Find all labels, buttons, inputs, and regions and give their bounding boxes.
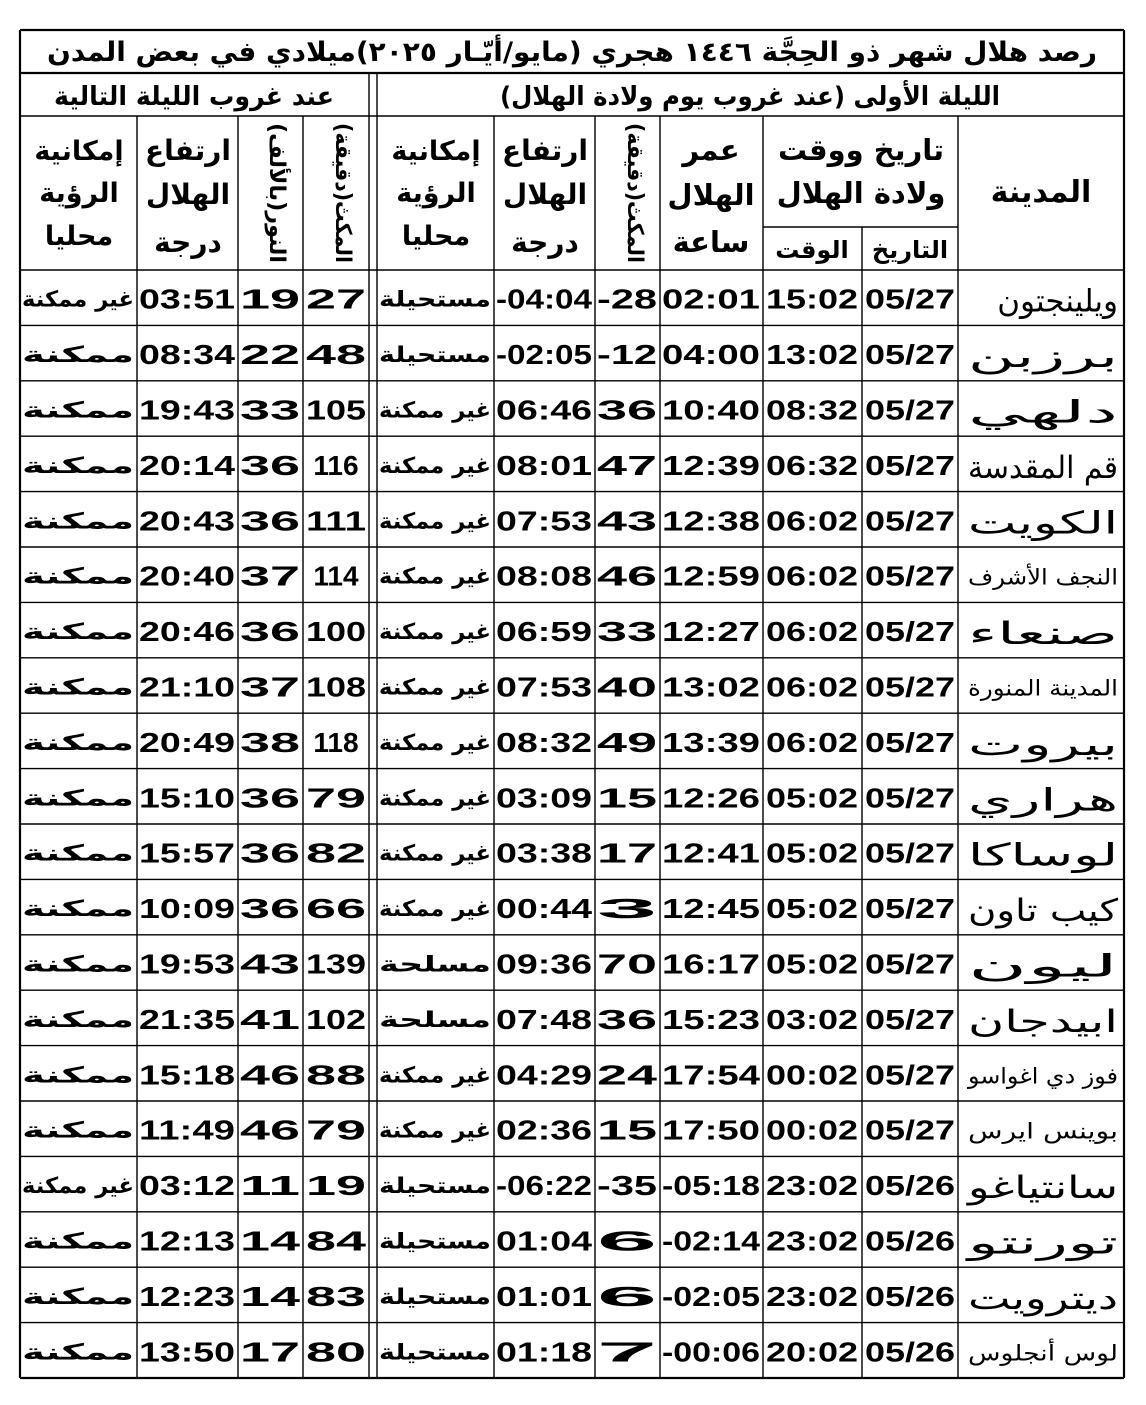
visibility-next-night: ممكنة (22, 841, 134, 867)
altitude-first-night: 06:59 (496, 616, 592, 648)
altitude-first-night: -02:05 (496, 339, 592, 371)
altitude-next-night: 03:51 (139, 283, 235, 315)
moon-age: 17:54 (662, 1059, 761, 1091)
altitude-first-night: 00:44 (496, 893, 593, 925)
illumination: 41 (240, 1003, 300, 1035)
moon-age: 12:26 (662, 782, 760, 814)
lag-first-night: -28 (597, 283, 657, 315)
lag-first-night: -35 (597, 1170, 657, 1202)
altitude-next-night: 12:13 (139, 1225, 235, 1257)
next-night-header: عند غروب الليلة التالية (54, 82, 334, 112)
altitude-first-night: 02:36 (496, 1114, 592, 1146)
birth-time: 20:02 (766, 1336, 858, 1368)
visibility-next-night: ممكنة (22, 620, 134, 646)
city-name: لوساكا (968, 837, 1118, 874)
illumination: 46 (240, 1059, 300, 1091)
lag-next-night: 100 (306, 616, 366, 648)
altitude-next-night: 21:35 (139, 1003, 235, 1035)
lag-first-night: 24 (597, 1059, 658, 1091)
birth-time: 06:02 (766, 726, 858, 758)
header-age-line1: عمر (682, 133, 740, 167)
visibility-first-night: غير ممكنة (379, 564, 491, 590)
visibility-next-night: ممكنة (22, 897, 134, 923)
header-vis2-line2: الرؤية (39, 178, 119, 209)
lag-next-night: 114 (313, 560, 359, 592)
moon-age: 12:45 (662, 893, 760, 925)
moon-age: 10:40 (662, 394, 760, 426)
lag-next-night: 27 (306, 283, 366, 315)
visibility-next-night: ممكنة (22, 1007, 134, 1033)
city-name: ليون (968, 948, 1118, 985)
birth-date: 05/27 (865, 449, 955, 481)
altitude-first-night: 03:09 (496, 782, 592, 814)
birth-date: 05/27 (865, 394, 955, 426)
lag-first-night: 33 (597, 616, 657, 648)
birth-date: 05/27 (865, 339, 955, 371)
altitude-next-night: 10:09 (139, 893, 235, 925)
altitude-first-night: 01:01 (496, 1280, 592, 1312)
visibility-first-night: غير ممكنة (379, 897, 491, 923)
lag-first-night: 36 (597, 1003, 657, 1035)
header-vis1-line1: إمكانية (391, 136, 481, 167)
city-name: كيب تاون (968, 893, 1119, 930)
birth-time: 06:02 (766, 505, 858, 537)
birth-time: 08:32 (766, 394, 858, 426)
moon-age: 12:41 (662, 837, 760, 869)
header-alt1-line1: ارتفاع (501, 134, 589, 167)
city-name: صنعاء (968, 616, 1118, 653)
header-alt2-line1: ارتفاع (144, 134, 232, 167)
altitude-next-night: 19:43 (139, 394, 235, 426)
visibility-next-night: ممكنة (22, 952, 134, 978)
moon-age: 12:39 (662, 449, 760, 481)
visibility-next-night: ممكنة (22, 1340, 134, 1366)
visibility-next-night: ممكنة (22, 730, 134, 756)
header-birth-line1: تاريخ ووقت (777, 133, 945, 167)
city-name: سانتياغو (965, 1170, 1118, 1207)
header-vis1-line2: الرؤية (396, 178, 476, 209)
illumination: 46 (240, 1114, 300, 1146)
moon-age: -00:06 (662, 1336, 760, 1368)
city-name: النجف الأشرف (968, 565, 1104, 591)
altitude-first-night: 08:08 (496, 560, 592, 592)
lag-first-night: 47 (597, 449, 657, 481)
illumination: 11 (240, 1170, 300, 1202)
visibility-next-night: ممكنة (22, 1284, 134, 1310)
altitude-first-night: 09:36 (496, 948, 592, 980)
header-vis2-line3: محليا (44, 221, 114, 252)
birth-date: 05/26 (865, 1280, 955, 1312)
altitude-first-night: 08:32 (496, 726, 592, 758)
birth-date: 05/27 (865, 1059, 955, 1091)
altitude-next-night: 03:12 (139, 1170, 235, 1202)
table-text (22, 34, 1118, 1367)
lag-next-night: 108 (306, 671, 366, 703)
lag-first-night: 70 (597, 948, 657, 980)
visibility-first-night: مستحيلة (379, 287, 491, 313)
city-name: ويلينجتون (997, 283, 1118, 320)
lag-next-night: 102 (306, 1003, 366, 1035)
lag-next-night: 83 (306, 1280, 366, 1312)
birth-date: 05/27 (865, 671, 955, 703)
lag-next-night: 139 (306, 948, 366, 980)
visibility-first-night: مستحيلة (379, 1340, 491, 1366)
lag-first-night: 49 (597, 726, 657, 758)
altitude-first-night: -06:22 (496, 1170, 592, 1202)
lag-first-night: 40 (597, 671, 657, 703)
birth-date: 05/27 (865, 616, 955, 648)
lag-first-night: 7 (597, 1336, 657, 1368)
altitude-next-night: 15:18 (139, 1059, 235, 1091)
birth-time: 23:02 (766, 1225, 858, 1257)
birth-date: 05/27 (865, 782, 955, 814)
altitude-next-night: 20:14 (139, 449, 236, 481)
birth-date: 05/27 (865, 948, 955, 980)
birth-time: 03:02 (766, 1003, 858, 1035)
illumination: 22 (240, 339, 300, 371)
visibility-first-night: غير ممكنة (379, 1118, 491, 1144)
lag-first-night: -12 (597, 339, 657, 371)
lag-next-night: 80 (306, 1336, 366, 1368)
city-name: بيروت (968, 726, 1118, 763)
visibility-first-night: غير ممكنة (379, 509, 491, 535)
moon-age: 12:59 (662, 560, 760, 592)
moon-age: -05:18 (662, 1170, 760, 1202)
visibility-next-night: ممكنة (22, 453, 134, 479)
lag-next-night: 66 (306, 893, 366, 925)
moon-age: 16:17 (662, 948, 760, 980)
moon-age: 17:50 (662, 1114, 760, 1146)
header-vis2-line1: إمكانية (34, 136, 124, 167)
header-alt1-line2: الهلال (502, 178, 588, 211)
visibility-first-night: غير ممكنة (379, 1063, 491, 1089)
visibility-next-night: ممكنة (22, 786, 134, 812)
header-age-line3: ساعة (672, 225, 750, 259)
visibility-next-night: غير ممكنة (22, 1174, 134, 1200)
visibility-next-night: ممكنة (22, 343, 134, 369)
visibility-next-night: ممكنة (22, 1118, 134, 1144)
altitude-next-night: 15:57 (139, 837, 235, 869)
visibility-next-night: ممكنة (22, 398, 134, 424)
moon-age: 13:39 (662, 726, 760, 758)
lag-next-night: 88 (306, 1059, 366, 1091)
visibility-first-night: مسلحة (379, 952, 491, 978)
visibility-next-night: ممكنة (22, 564, 134, 590)
header-city: المدينة (990, 175, 1092, 210)
visibility-next-night: ممكنة (22, 509, 134, 535)
moon-age: -02:14 (662, 1225, 761, 1257)
illumination: 36 (240, 782, 300, 814)
altitude-next-night: 20:40 (139, 560, 235, 592)
moon-age: 12:38 (662, 505, 760, 537)
lag-first-night: 15 (597, 782, 657, 814)
birth-time: 23:02 (766, 1280, 858, 1312)
table-title: رصد هلال شهر ذو الحِجَّة ١٤٤٦ هجري (مايو/أيّـار ٢٠٢٥)ميلادي في بعض المدن (47, 37, 1086, 68)
altitude-first-night: 07:48 (496, 1003, 592, 1035)
moon-age: 13:02 (662, 671, 760, 703)
lag-next-night: 19 (306, 1170, 366, 1202)
illumination: 36 (240, 505, 300, 537)
birth-time: 15:02 (766, 283, 858, 315)
moon-age: -02:05 (662, 1280, 760, 1312)
visibility-first-night: غير ممكنة (379, 730, 491, 756)
lag-first-night: 17 (597, 837, 657, 869)
altitude-first-night: 03:38 (496, 837, 592, 869)
visibility-first-night: غير ممكنة (379, 786, 491, 812)
lag-next-night: 118 (313, 726, 359, 758)
lag-first-night: 43 (597, 505, 657, 537)
city-name: فوز دي اغواسو (966, 1064, 1118, 1090)
moon-age: 12:27 (662, 616, 760, 648)
city-name: برزبن (968, 339, 1118, 376)
illumination: 36 (240, 449, 300, 481)
birth-time: 05:02 (766, 837, 858, 869)
altitude-first-night: 07:53 (496, 505, 592, 537)
birth-time: 06:02 (766, 560, 858, 592)
city-name: تورنتو (963, 1225, 1118, 1262)
header-alt2-line2: الهلال (145, 178, 231, 211)
altitude-next-night: 19:53 (139, 948, 235, 980)
birth-date: 05/27 (865, 726, 955, 758)
birth-date: 05/27 (865, 560, 955, 592)
birth-date: 05/26 (865, 1336, 955, 1368)
visibility-first-night: غير ممكنة (379, 620, 491, 646)
altitude-first-night: 01:04 (496, 1225, 593, 1257)
illumination: 37 (240, 671, 300, 703)
illumination: 43 (240, 948, 300, 980)
birth-date: 05/27 (865, 1114, 955, 1146)
birth-time: 06:32 (766, 449, 858, 481)
lag-first-night: 3 (597, 893, 657, 925)
lag-first-night: 36 (597, 394, 657, 426)
illumination: 36 (240, 893, 300, 925)
first-night-header: الليلة الأولى (عند غروب يوم ولادة الهلال) (500, 82, 1032, 112)
visibility-next-night: ممكنة (22, 675, 134, 701)
city-name: الكويت (968, 505, 1118, 542)
header-birth-line2: ولادة الهلال (776, 176, 946, 210)
lag-first-night: 46 (597, 560, 657, 592)
header-vis1-line3: محليا (401, 221, 471, 252)
altitude-first-night: 01:18 (496, 1336, 592, 1368)
birth-date: 05/27 (865, 893, 955, 925)
birth-date: 05/27 (865, 1003, 955, 1035)
altitude-next-night: 20:43 (139, 505, 235, 537)
city-name: دلهي (968, 394, 1118, 431)
visibility-next-night: غير ممكنة (22, 287, 134, 313)
altitude-first-night: -04:04 (496, 283, 593, 315)
lag-next-night: 82 (306, 837, 366, 869)
birth-time: 05:02 (766, 948, 858, 980)
illumination: 37 (240, 560, 300, 592)
birth-date: 05/26 (865, 1225, 955, 1257)
header-illumination: النور(بالألف) (264, 123, 289, 262)
header-alt2-line3: درجة (154, 226, 222, 259)
illumination: 38 (240, 726, 300, 758)
illumination: 19 (240, 283, 300, 315)
visibility-first-night: غير ممكنة (379, 398, 491, 424)
visibility-first-night: غير ممكنة (379, 841, 491, 867)
lag-first-night: 15 (597, 1114, 657, 1146)
moon-age: 02:01 (662, 283, 760, 315)
birth-time: 23:02 (766, 1170, 858, 1202)
birth-date: 05/27 (865, 283, 955, 315)
visibility-next-night: ممكنة (22, 1063, 134, 1089)
altitude-next-night: 15:10 (139, 782, 235, 814)
birth-date: 05/27 (865, 837, 955, 869)
city-name: بوينس ايرس (968, 1119, 1118, 1145)
birth-date: 05/26 (865, 1170, 955, 1202)
visibility-first-night: مستحيلة (379, 343, 491, 369)
lag-next-night: 48 (306, 339, 366, 371)
header-lag-first: المكث(دقيقة) (622, 123, 647, 274)
moon-age: 15:23 (662, 1003, 760, 1035)
visibility-first-night: غير ممكنة (379, 675, 491, 701)
birth-time: 05:02 (766, 782, 858, 814)
altitude-next-night: 20:49 (139, 726, 235, 758)
city-name: هراري (968, 782, 1118, 819)
altitude-next-night: 08:34 (139, 339, 236, 371)
lag-next-night: 79 (306, 782, 366, 814)
lag-next-night: 111 (306, 505, 366, 537)
city-name: ابيدجان (968, 1003, 1118, 1040)
visibility-first-night: مستحيلة (379, 1229, 491, 1255)
moon-age: 04:00 (662, 339, 760, 371)
birth-time: 05:02 (766, 893, 858, 925)
header-lag-next: المكث(دقيقة) (330, 123, 355, 274)
birth-time: 00:02 (766, 1114, 858, 1146)
lag-next-night: 105 (306, 394, 366, 426)
altitude-next-night: 12:23 (139, 1280, 235, 1312)
header-time: الوقت (775, 236, 849, 264)
header-age-line2: الهلال (667, 178, 755, 212)
altitude-next-night: 11:49 (139, 1114, 235, 1146)
illumination: 33 (240, 394, 300, 426)
illumination: 17 (240, 1336, 300, 1368)
altitude-first-night: 04:29 (496, 1059, 592, 1091)
city-name: المدينة المنورة (968, 676, 1118, 702)
altitude-first-night: 07:53 (496, 671, 592, 703)
city-name: ديترويت (968, 1280, 1118, 1317)
city-name: لوس أنجلوس (968, 1341, 1092, 1367)
lag-next-night: 79 (306, 1114, 366, 1146)
birth-time: 00:02 (766, 1059, 858, 1091)
visibility-next-night: ممكنة (22, 1229, 134, 1255)
illumination: 14 (240, 1280, 301, 1312)
altitude-first-night: 06:46 (496, 394, 592, 426)
illumination: 36 (240, 837, 300, 869)
visibility-first-night: غير ممكنة (379, 453, 491, 479)
lag-first-night: 6 (597, 1280, 657, 1312)
birth-date: 05/27 (865, 505, 955, 537)
birth-time: 06:02 (766, 616, 858, 648)
header-alt1-line3: درجة (511, 226, 579, 259)
illumination: 14 (240, 1225, 301, 1257)
illumination: 36 (240, 616, 300, 648)
altitude-first-night: 08:01 (496, 449, 592, 481)
altitude-next-night: 13:50 (139, 1336, 235, 1368)
altitude-next-night: 21:10 (139, 671, 235, 703)
visibility-first-night: مستحيلة (379, 1284, 491, 1310)
altitude-next-night: 20:46 (139, 616, 235, 648)
visibility-first-night: مسلحة (379, 1007, 491, 1033)
city-name: قم المقدسة (968, 449, 1118, 486)
birth-time: 06:02 (766, 671, 858, 703)
visibility-first-night: مستحيلة (379, 1174, 491, 1200)
lag-next-night: 84 (306, 1225, 367, 1257)
lag-next-night: 116 (313, 449, 359, 481)
lag-first-night: 6 (597, 1225, 657, 1257)
header-date: التاريخ (871, 236, 949, 264)
birth-time: 13:02 (766, 339, 858, 371)
